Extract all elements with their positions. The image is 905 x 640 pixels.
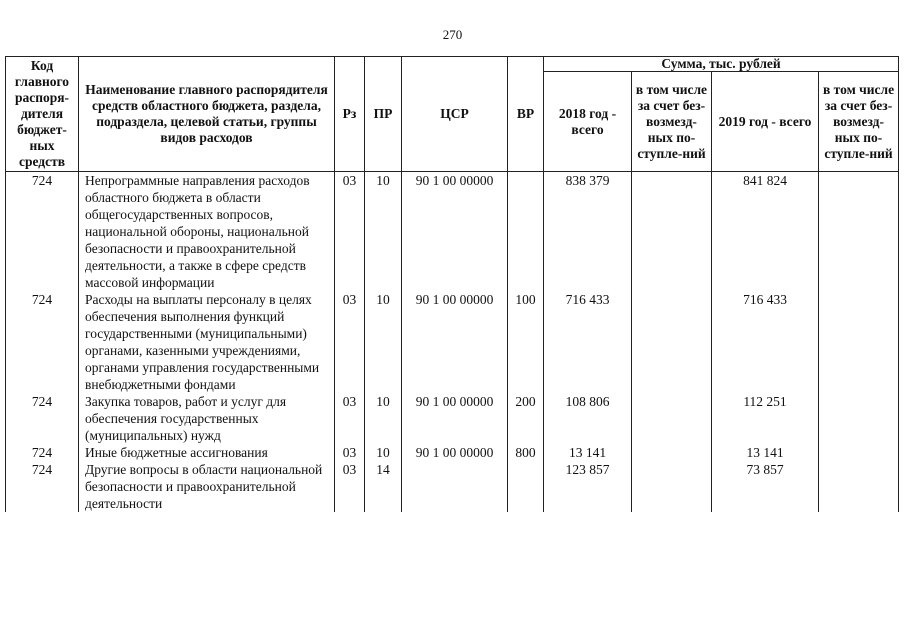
cell-code: 724 [6,444,79,461]
table-body [6,172,899,513]
cell-csr: 90 1 00 00000 [402,393,508,444]
cell-2019-total: 841 824 [712,172,819,292]
cell-rz: 03 [335,393,365,444]
cell-pr: 10 [365,172,402,292]
header-2019-incl: в том числе за счет без-возмезд-ных по-ступле-ний [819,72,899,172]
cell-2018-incl [632,172,712,292]
cell-code: 724 [6,393,79,444]
cell-rz: 03 [335,291,365,393]
cell-2019-incl [819,444,899,461]
cell-name: Непрограммные направления расходов областного бюджета в области общегосударственных вопросов, национальной обороны, национальной безопасности и правоохранительной деятельности, а также в сфере средств массовой информации [79,172,335,292]
cell-2019-total: 73 857 [712,461,819,512]
cell-vr: 800 [508,444,544,461]
cell-2019-total: 13 141 [712,444,819,461]
cell-csr: 90 1 00 00000 [402,172,508,292]
cell-vr: 100 [508,291,544,393]
page-number: 270 [442,27,463,42]
table-row [6,172,899,292]
cell-name: Расходы на выплаты персоналу в целях обеспечения выполнения функций государственными (муниципальными) органами, казенными учреждениями, органами управления государственными внебюджетными фондами [79,291,335,393]
header-csr: ЦСР [402,57,508,172]
cell-2018-total: 838 379 [544,172,632,292]
cell-pr: 10 [365,291,402,393]
cell-name: Другие вопросы в области национальной безопасности и правоохранительной деятельности [79,461,335,512]
cell-code: 724 [6,291,79,393]
cell-2019-total: 112 251 [712,393,819,444]
cell-2019-incl [819,291,899,393]
header-sum: Сумма, тыс. рублей [544,57,899,72]
cell-pr: 14 [365,461,402,512]
cell-2018-incl [632,444,712,461]
cell-2019-total: 716 433 [712,291,819,393]
header-2018-total: 2018 год - всего [544,72,632,172]
cell-name: Иные бюджетные ассигнования [79,444,335,461]
cell-csr [402,461,508,512]
header-rz: Рз [335,57,365,172]
header-vr: ВР [508,57,544,172]
cell-2019-incl [819,172,899,292]
cell-2019-incl [819,461,899,512]
cell-vr [508,461,544,512]
cell-2018-incl [632,393,712,444]
cell-2018-total: 123 857 [544,461,632,512]
cell-2018-total: 716 433 [544,291,632,393]
cell-vr [508,172,544,292]
header-name: Наименование главного распорядителя средств областного бюджета, раздела, подраздела, целевой статьи, группы видов расходов [79,57,335,172]
cell-2018-incl [632,291,712,393]
table-header [6,57,899,172]
table-row [6,393,899,444]
cell-code: 724 [6,461,79,512]
header-2018-incl: в том числе за счет без-возмезд-ных по-ступле-ний [632,72,712,172]
cell-code: 724 [6,172,79,292]
cell-csr: 90 1 00 00000 [402,444,508,461]
table-row [6,444,899,461]
table-row [6,461,899,512]
cell-rz: 03 [335,461,365,512]
header-2019-total: 2019 год - всего [712,72,819,172]
cell-2018-incl [632,461,712,512]
cell-vr: 200 [508,393,544,444]
budget-table [5,56,899,512]
header-code: Код главного распоря-дителя бюджет-ных средств [6,57,79,172]
cell-pr: 10 [365,393,402,444]
cell-2018-total: 13 141 [544,444,632,461]
cell-name: Закупка товаров, работ и услуг для обеспечения государственных (муниципальных) нужд [79,393,335,444]
cell-rz: 03 [335,172,365,292]
cell-2019-incl [819,393,899,444]
cell-rz: 03 [335,444,365,461]
cell-pr: 10 [365,444,402,461]
cell-2018-total: 108 806 [544,393,632,444]
table-row [6,291,899,393]
cell-csr: 90 1 00 00000 [402,291,508,393]
header-pr: ПР [365,57,402,172]
